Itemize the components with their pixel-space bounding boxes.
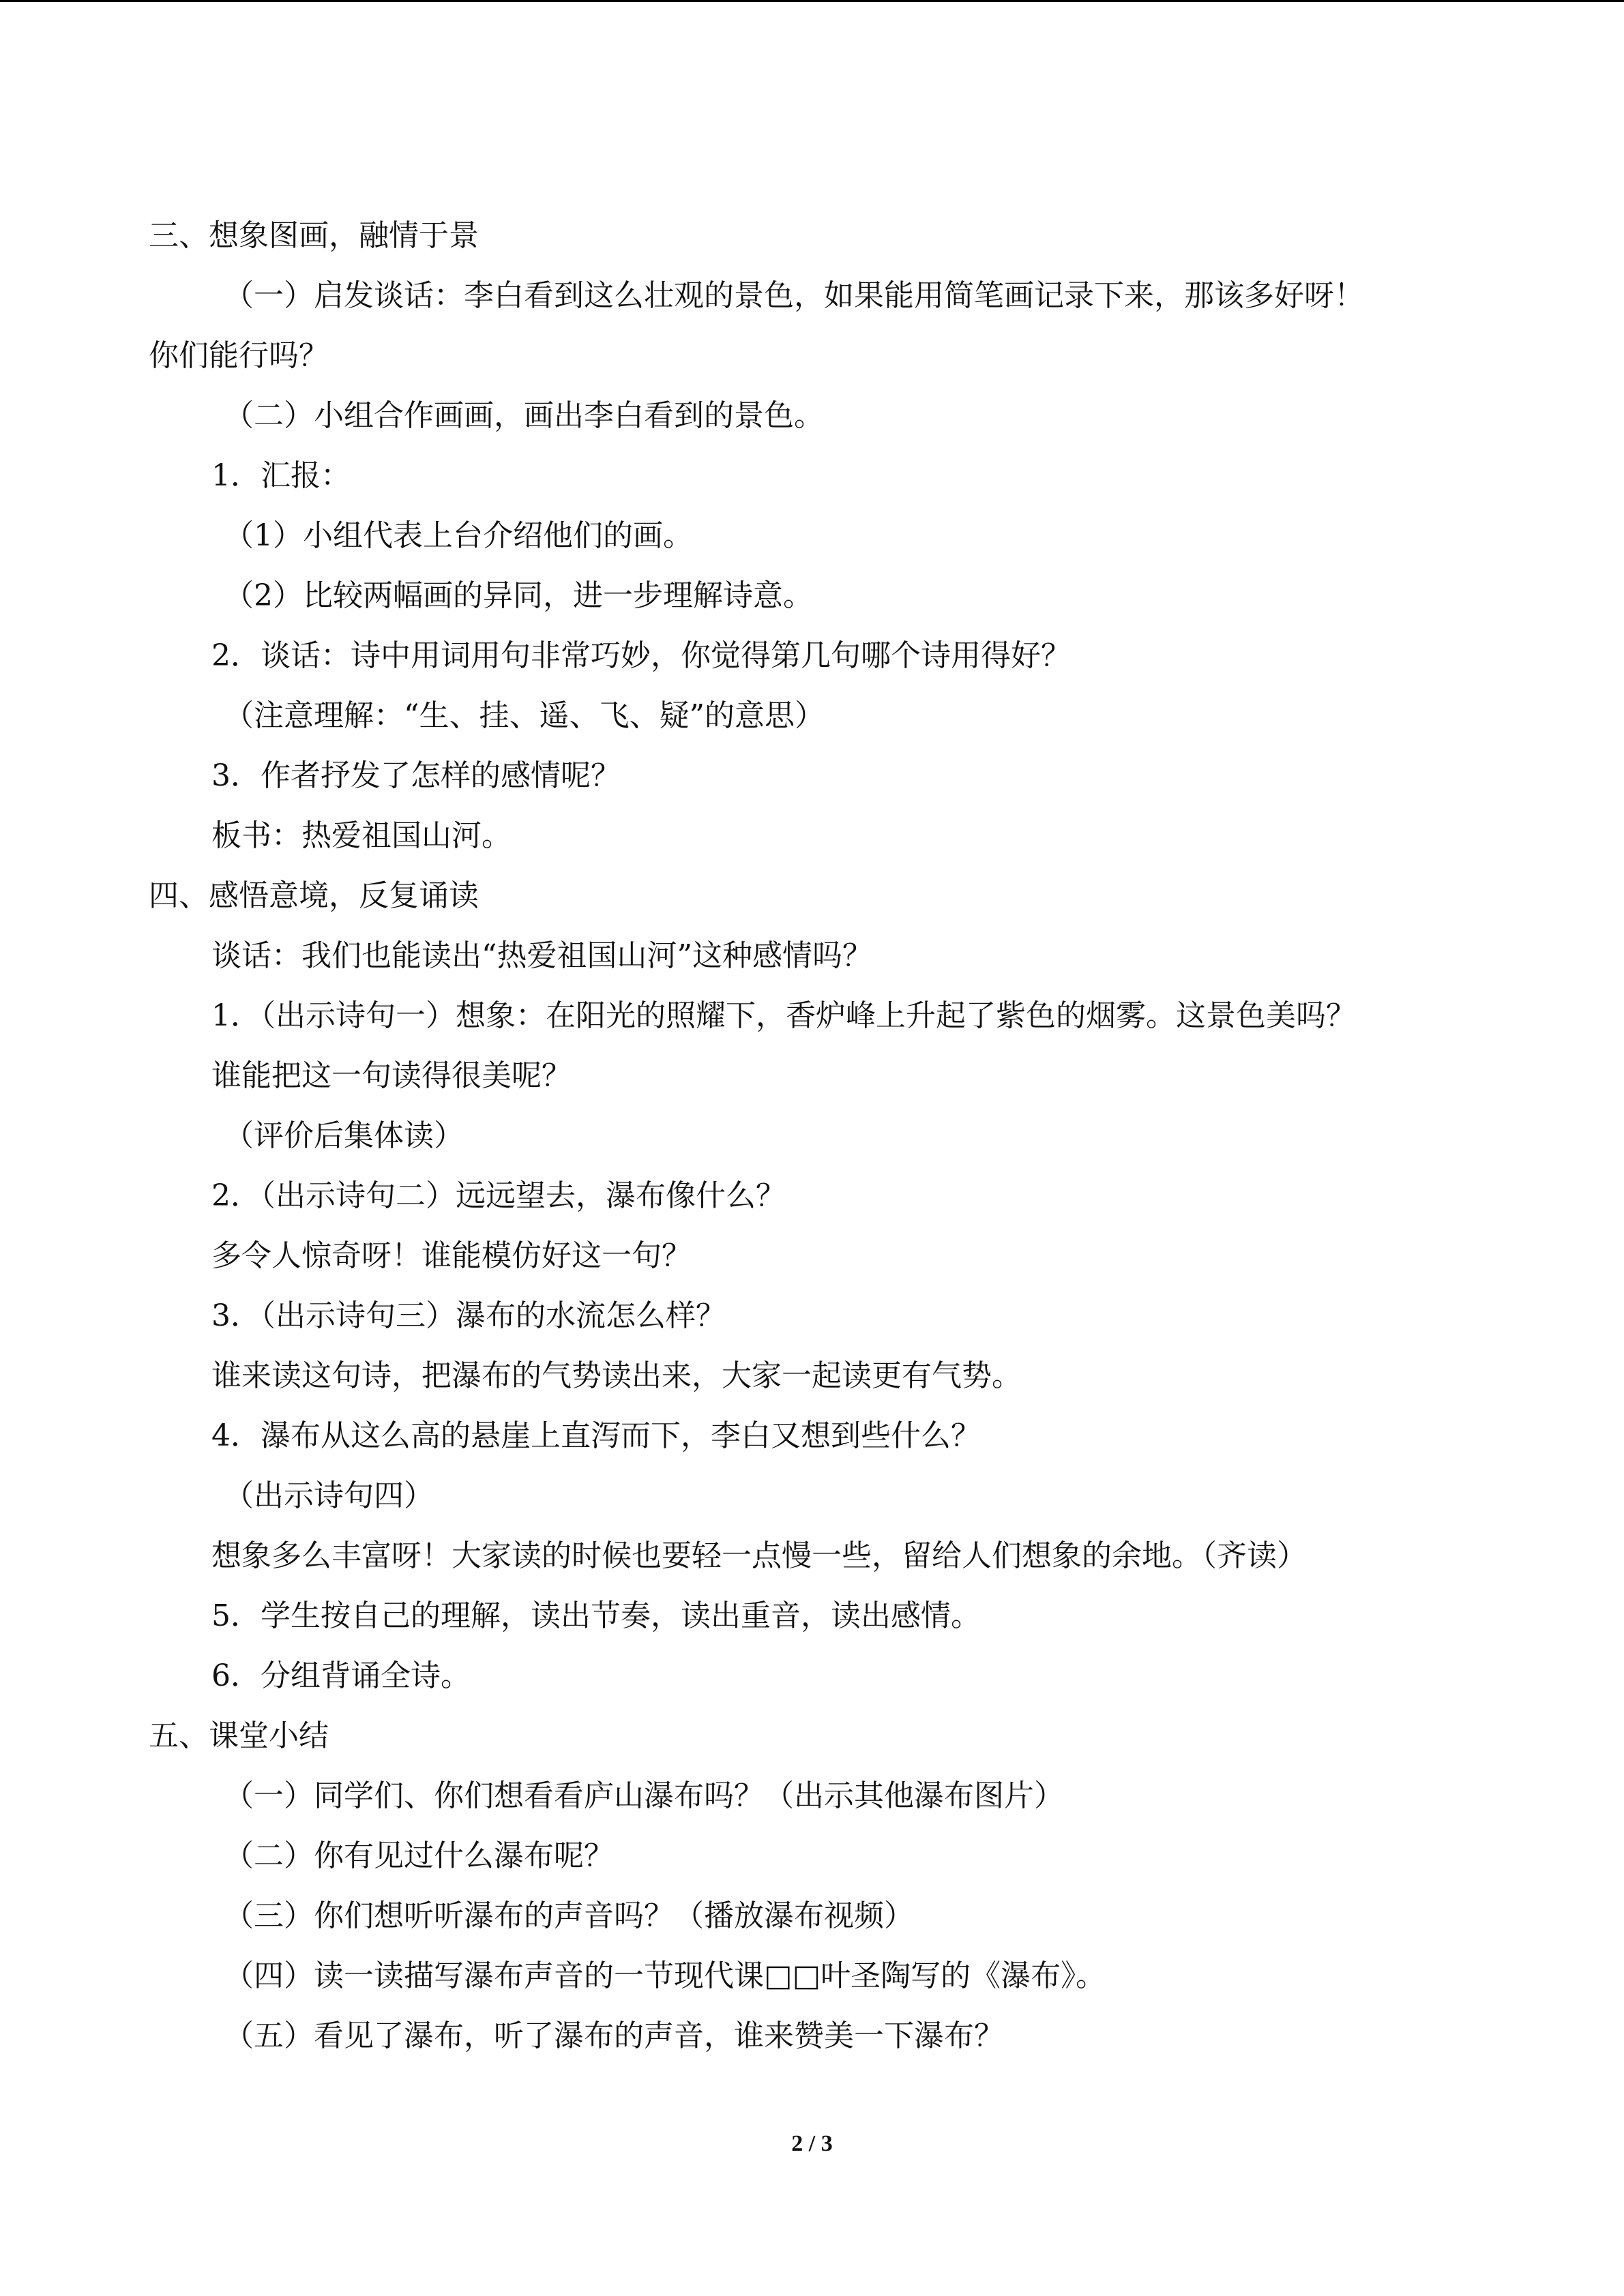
paragraph-line: 多令人惊奇呀！谁能模仿好这一句？ [211, 1238, 692, 1273]
paragraph-line: 谁能把这一句读得很美呢？ [211, 1058, 572, 1093]
paragraph-line: 谁来读这句诗，把瀑布的气势读出来，大家一起读更有气势。 [211, 1358, 1022, 1393]
paragraph-line: （五）看见了瀑布，听了瀑布的声音，谁来赞美一下瀑布？ [224, 2018, 1004, 2053]
section-heading-3: 三、想象图画，融情于景 [149, 218, 479, 253]
paragraph-line: 5．学生按自己的理解，读出节奏，读出重音，读出感情。 [211, 1598, 981, 1633]
section-heading-4: 四、感悟意境，反复诵读 [149, 878, 479, 913]
paragraph-line: （2）比较两幅画的异同，进一步理解诗意。 [224, 578, 813, 613]
paragraph-line: （二）你有见过什么瀑布呢？ [224, 1838, 614, 1873]
paragraph-line: 想象多么丰富呀！大家读的时候也要轻一点慢一些，留给人们想象的余地。（齐读） [211, 1538, 1307, 1573]
paragraph-line: 你们能行吗？ [149, 338, 329, 373]
paragraph-line: 1．汇报： [211, 458, 351, 493]
section-heading-5: 五、课堂小结 [149, 1718, 329, 1753]
paragraph-line: 3．作者抒发了怎样的感情呢？ [211, 758, 621, 793]
paragraph-line: 4．瀑布从这么高的悬崖上直泻而下，李白又想到些什么？ [211, 1418, 981, 1453]
paragraph-line: （二）小组合作画画，画出李白看到的景色。 [224, 398, 824, 433]
paragraph-line: 2．（出示诗句二）远远望去，瀑布像什么？ [211, 1178, 786, 1213]
paragraph-line: （评价后集体读） [224, 1118, 464, 1153]
paragraph-line: （出示诗句四） [224, 1478, 434, 1513]
paragraph-line: 谈话：我们也能读出“热爱祖国山河”这种感情吗？ [211, 938, 872, 973]
paragraph-line: （三）你们想听听瀑布的声音吗？（播放瀑布视频） [224, 1898, 914, 1933]
paragraph-line: （一）同学们、你们想看看庐山瀑布吗？（出示其他瀑布图片） [224, 1778, 1064, 1813]
paragraph-line: 3．（出示诗句三）瀑布的水流怎么样？ [211, 1298, 726, 1333]
page-number: 2 / 3 [791, 2131, 833, 2156]
paragraph-line: （1）小组代表上台介绍他们的画。 [224, 518, 693, 553]
paragraph-line: 板书：热爱祖国山河。 [211, 818, 512, 853]
paragraph-line: 2．谈话：诗中用词用句非常巧妙，你觉得第几句哪个诗用得好？ [211, 638, 1071, 673]
paragraph-line: （注意理解：“生、挂、遥、飞、疑”的意思） [224, 698, 825, 733]
paragraph-line: （一）启发谈话：李白看到这么壮观的景色，如果能用简笔画记录下来，那该多好呀！ [224, 278, 1364, 313]
paragraph-line: 1．（出示诗句一）想象：在阳光的照耀下，香炉峰上升起了紫色的烟雾。这景色美吗？ [211, 998, 1356, 1033]
paragraph-line: （四）读一读描写瀑布声音的一节现代课□□叶圣陶写的《瀑布》。 [224, 1958, 1106, 1993]
paragraph-line: 6．分组背诵全诗。 [211, 1658, 471, 1693]
